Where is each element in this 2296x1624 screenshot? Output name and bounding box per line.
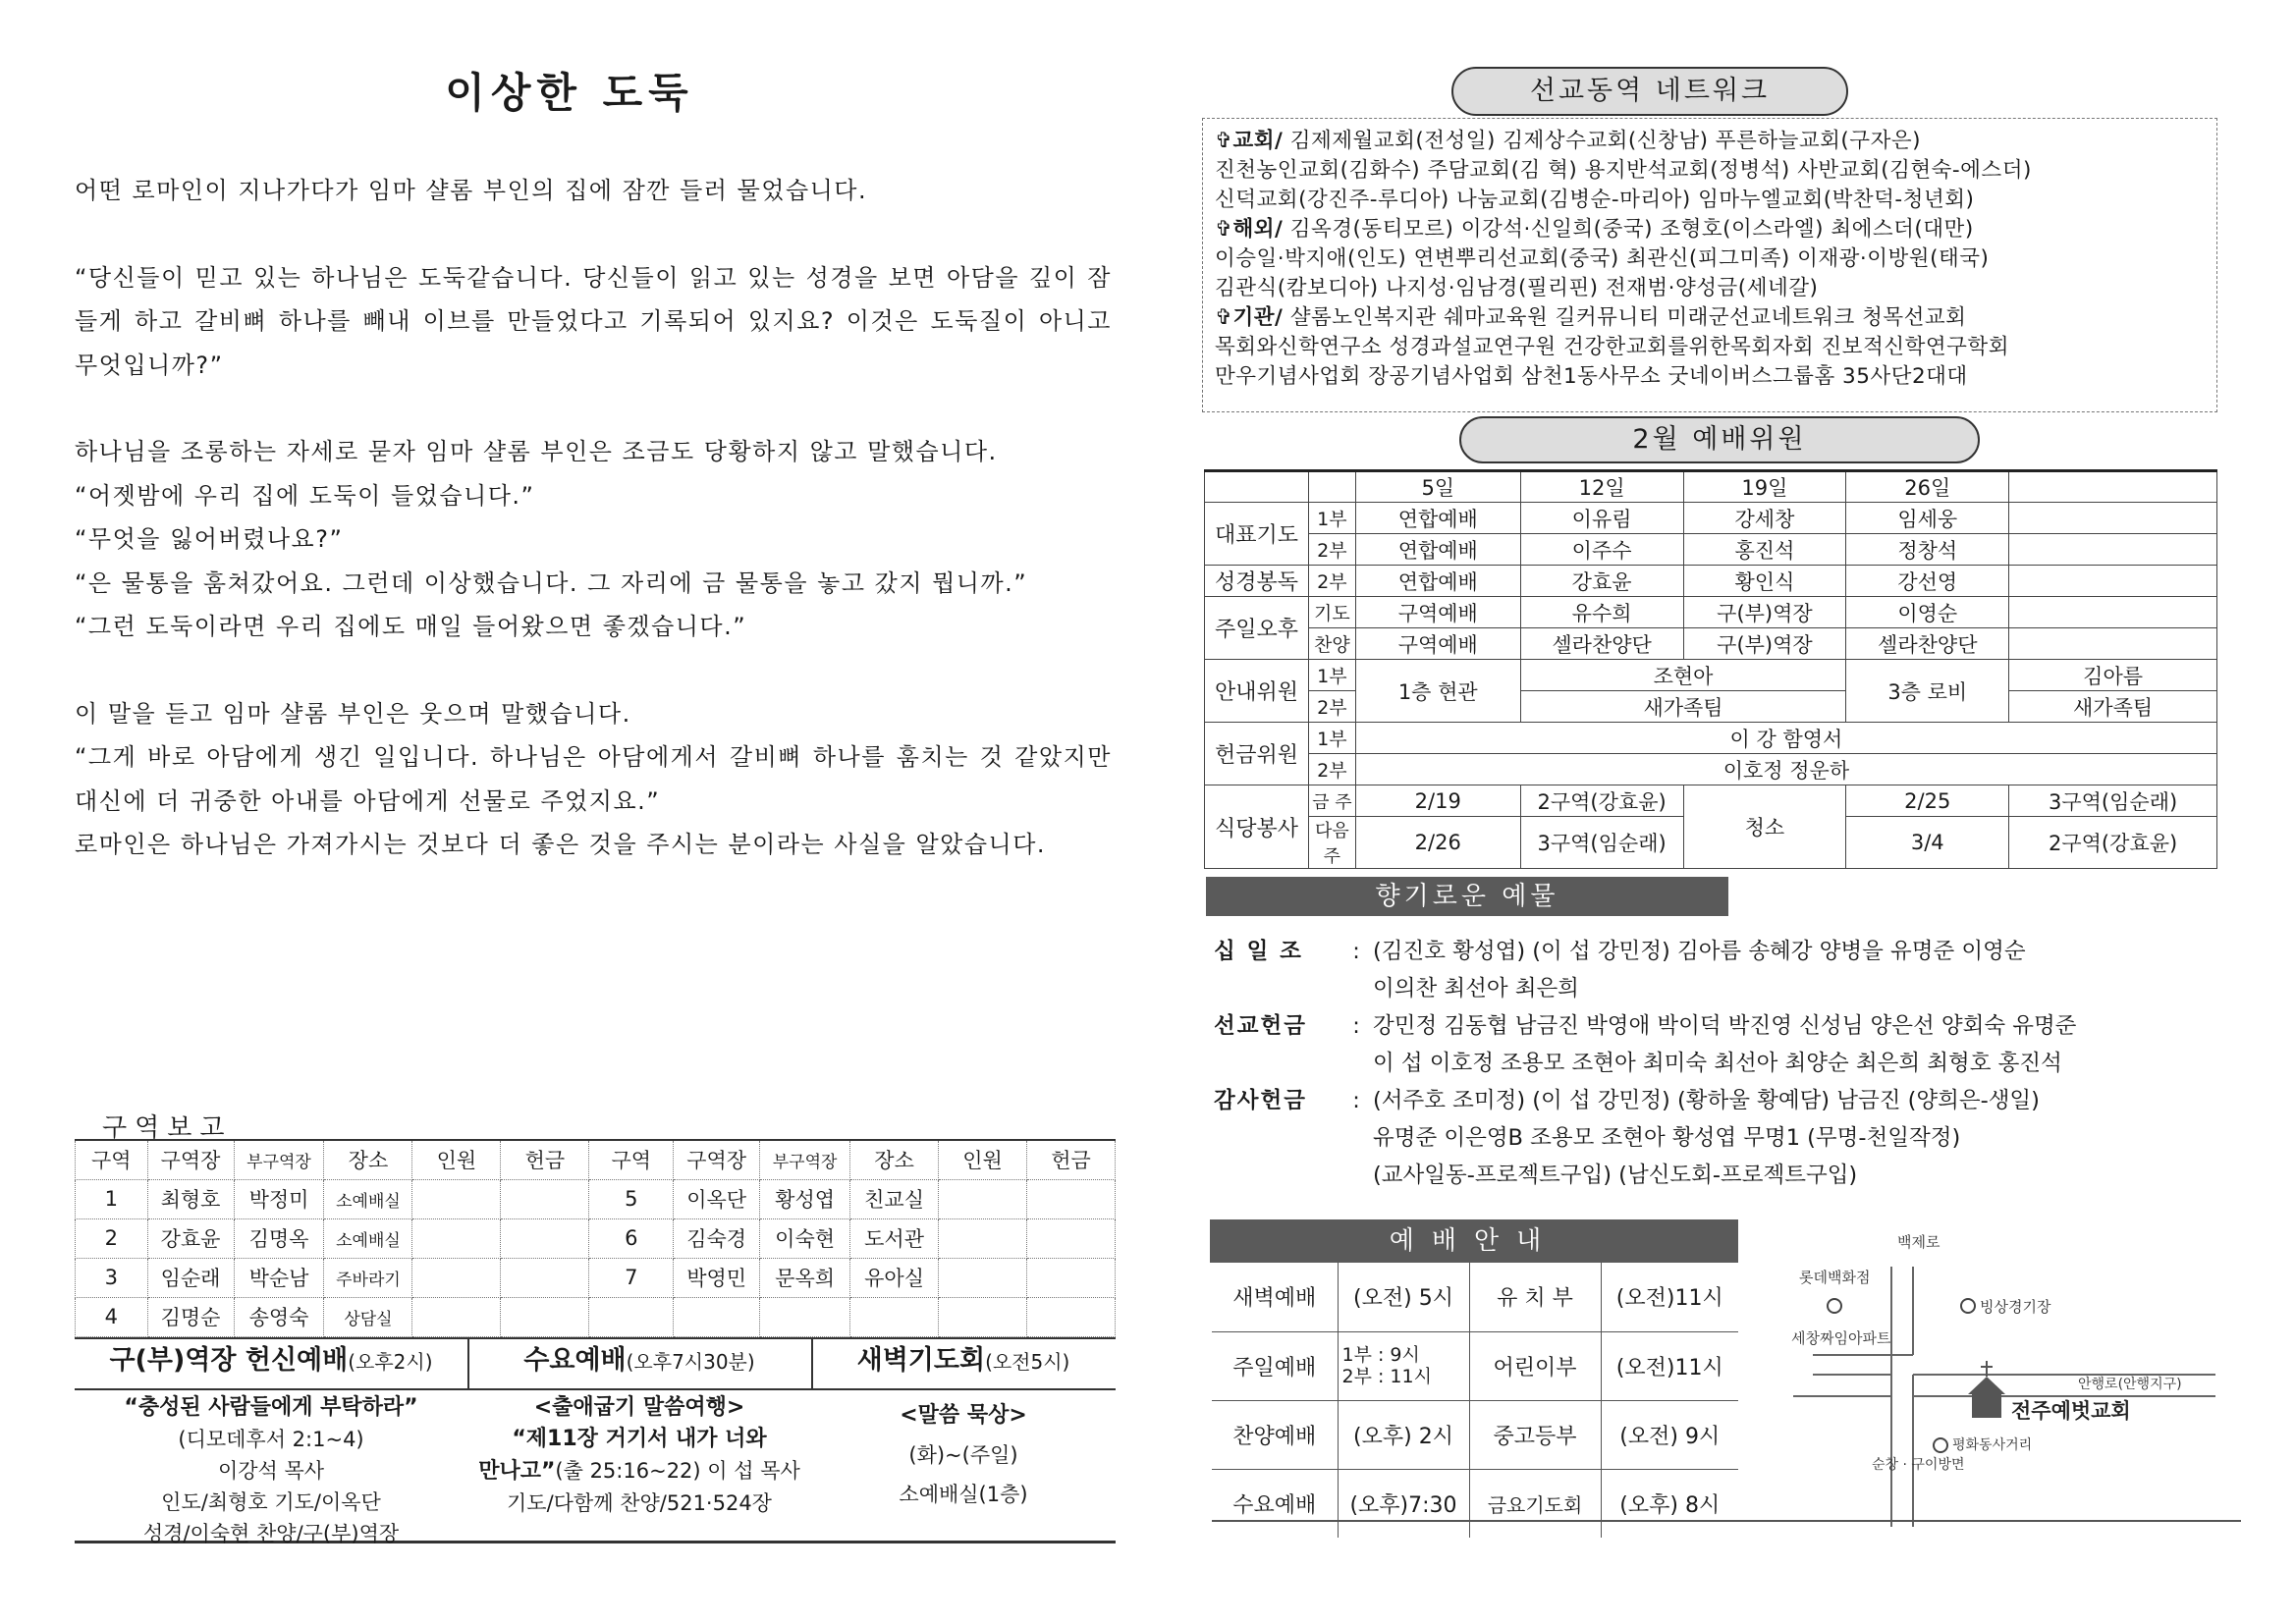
church-name: 전주예벗교회 <box>2011 1399 2131 1423</box>
church-icon <box>1968 1361 2005 1418</box>
table-header: 구역 <box>76 1140 148 1179</box>
sub-label: 1부 <box>1308 660 1355 691</box>
table-cell: 조현아 <box>1520 660 1846 691</box>
sermon-title: “충성된 사람들에게 부탁하라” <box>124 1395 418 1420</box>
table-cell <box>501 1218 589 1258</box>
table-row <box>1205 754 2217 785</box>
offering-names: 이의찬 최선아 최은희 <box>1373 976 1579 1001</box>
table-cell: 7 <box>589 1258 674 1297</box>
category-label: 안내위원 <box>1205 660 1309 723</box>
table-row <box>1205 723 2217 754</box>
sub-label: 금 주 <box>1308 785 1355 817</box>
sermon-line: (화)~(주일) <box>908 1443 1018 1467</box>
date-header: 19일 <box>1683 471 1846 503</box>
table-cell: 구역예배 <box>1355 597 1520 628</box>
network-text: 이승일·박지애(인도) 연변뿌리선교회(중국) 최관신(피그미족) 이재광·이방원(태국) <box>1215 246 1990 271</box>
sermon-line: 소예배실(1층) <box>899 1483 1028 1506</box>
service-time: (오전5시) <box>985 1350 1070 1374</box>
table-cell: 2/25 <box>1846 785 2009 817</box>
table-cell: 황인식 <box>1683 566 1846 597</box>
category-label: 헌금위원 <box>1205 723 1309 785</box>
sub-label: 다음주 <box>1308 817 1355 869</box>
table-cell: 도서관 <box>850 1218 939 1258</box>
service-title: 새벽기도회 <box>856 1345 986 1376</box>
sub-label: 1부 <box>1308 503 1355 534</box>
story-paragraph: “그게 바로 아담에게 생긴 일입니다. 하나님은 아담에게서 갈비뼈 하나를 훔치는 것 같았지만 대신에 더 귀중한 아내를 아담에게 선물로 주었지요.” <box>75 743 1112 815</box>
service-name: 중고등부 <box>1469 1400 1601 1469</box>
network-line <box>1215 333 2205 362</box>
table-cell <box>501 1258 589 1297</box>
table-header: 부구역장 <box>760 1140 850 1179</box>
table-cell: 김숙경 <box>674 1218 760 1258</box>
network-category: ✞기관/ <box>1215 305 1284 330</box>
service-time: (오전) 9시 <box>1601 1400 1738 1469</box>
table-header: 인원 <box>939 1140 1027 1179</box>
table-row <box>1205 628 2217 660</box>
colon: : <box>1352 1013 1360 1039</box>
map-label: 롯데백화점 <box>1799 1269 1871 1286</box>
table-cell: 새가족팀 <box>2009 691 2217 723</box>
offering-names: (김진호 황성엽) (이 섭 강민정) 김아름 송혜강 양병을 유명준 이영순 <box>1373 939 2026 964</box>
table-header: 장소 <box>850 1140 939 1179</box>
table-row <box>76 1218 1116 1258</box>
table-cell: 3구역(임순래) <box>2009 785 2217 817</box>
table-row <box>1205 785 2217 817</box>
category-label: 대표기도 <box>1205 503 1309 566</box>
network-title: 선교동역 네트워크 <box>1451 67 1848 116</box>
table-row <box>76 1297 1116 1336</box>
table-cell: 소예배실 <box>324 1179 412 1218</box>
table-row <box>76 1179 1116 1218</box>
colon: : <box>1352 939 1360 964</box>
network-line <box>1215 127 2205 156</box>
table-cell: 이호정 정운하 <box>1355 754 2216 785</box>
table-cell <box>2009 628 2217 660</box>
story-title: 이상한 도둑 <box>445 69 694 117</box>
service-time: (오전)11시 <box>1601 1263 1738 1331</box>
table-cell: 구(부)역장 <box>1683 597 1846 628</box>
table-header-row <box>76 1140 1116 1179</box>
map-label: 안행로(안행지구) <box>2078 1377 2182 1392</box>
table-row <box>1212 1263 1738 1331</box>
table-cell: 박영민 <box>674 1258 760 1297</box>
map-label: 빙상경기장 <box>1980 1298 2051 1316</box>
table-cell: 6 <box>589 1218 674 1258</box>
table-cell: 친교실 <box>850 1179 939 1218</box>
story-paragraph: 하나님을 조롱하는 자세로 묻자 임마 샬롬 부인은 조금도 당황하지 않고 말했습니다. <box>75 438 998 465</box>
sermon-line: (디모데후서 2:1~4) <box>178 1428 364 1451</box>
map-label: 순창 · 구이방면 <box>1872 1457 1965 1473</box>
table-cell <box>674 1297 760 1336</box>
table-cell <box>2009 503 2217 534</box>
sub-label: 기도 <box>1308 597 1355 628</box>
district-leader-service-title <box>75 1339 467 1390</box>
colon: : <box>1352 1088 1360 1113</box>
table-cell <box>1205 471 1309 503</box>
table-cell <box>1027 1218 1116 1258</box>
service-time <box>1338 1331 1469 1400</box>
dawn-prayer-service <box>811 1339 1116 1541</box>
network-line <box>1215 244 2205 274</box>
sunday-service-times <box>1342 1344 1465 1387</box>
service-time: (오후7시30분) <box>626 1350 755 1374</box>
intersection-marker <box>1934 1438 1947 1452</box>
date-header: 5일 <box>1355 471 1520 503</box>
story-paragraph: “그런 도둑이라면 우리 집에도 매일 들어왔으면 좋겠습니다.” <box>75 613 747 640</box>
network-text: 김관식(캄보디아) 나지성·임남경(필리핀) 전재범·양성금(세네갈) <box>1215 276 1819 300</box>
offering-category: 선교헌금 <box>1214 1013 1307 1039</box>
story-paragraph: “무엇을 잃어버렸나요?” <box>75 525 344 553</box>
worship-duty-title: 2월 예배위원 <box>1459 416 1980 463</box>
date-header: 26일 <box>1846 471 2009 503</box>
offerings-title: 향기로운 예물 <box>1206 877 1728 916</box>
category-label: 성경봉독 <box>1205 566 1309 597</box>
table-cell: 임세웅 <box>1846 503 2009 534</box>
table-cell: 소예배실 <box>324 1218 412 1258</box>
table-cell: 4 <box>76 1297 148 1336</box>
sermon-title-cont: 만나고” <box>478 1459 556 1484</box>
table-cell: 2/19 <box>1355 785 1520 817</box>
offering-row <box>1214 933 2225 970</box>
table-cell <box>412 1179 501 1218</box>
sunday-time-line: 1부 : 9시 <box>1341 1344 1420 1366</box>
table-row <box>1212 1331 1738 1400</box>
service-time: (오전)11시 <box>1601 1331 1738 1400</box>
table-cell: 최형호 <box>147 1179 234 1218</box>
table-cell: 이주수 <box>1520 534 1683 566</box>
offering-names: 강민정 김동협 남금진 박영애 박이덕 박진영 신성님 양은선 양회숙 유명준 <box>1373 1013 2077 1039</box>
network-line <box>1215 215 2205 244</box>
date-header: 12일 <box>1520 471 1683 503</box>
table-cell: 강선영 <box>1846 566 2009 597</box>
table-cell <box>939 1258 1027 1297</box>
table-cell: 2/26 <box>1355 817 1520 869</box>
story-paragraph: 어떤 로마인이 지나가다가 임마 샬롬 부인의 집에 잠깐 들러 물었습니다. <box>75 177 868 204</box>
table-cell: 3/4 <box>1846 817 2009 869</box>
story-paragraph: “은 물통을 훔쳐갔어요. 그런데 이상했습니다. 그 자리에 금 물통을 놓고 갔지 뭡니까.” <box>75 568 1028 597</box>
table-cell: 김아름 <box>2009 660 2217 691</box>
network-line <box>1215 303 2205 333</box>
table-cell <box>2009 597 2217 628</box>
services-notice <box>75 1337 1116 1543</box>
table-cell <box>412 1258 501 1297</box>
table-cell: 1 <box>76 1179 148 1218</box>
service-title: 수요예배 <box>523 1345 627 1376</box>
story-body <box>75 169 1112 867</box>
service-time: (오후)7:30 <box>1338 1469 1469 1538</box>
sermon-line: 성경/이숙현 찬양/구(부)역장 <box>142 1522 400 1545</box>
table-cell <box>850 1297 939 1336</box>
table-cell: 셀라찬양단 <box>1520 628 1683 660</box>
sub-label: 찬양 <box>1308 628 1355 660</box>
service-name: 유 치 부 <box>1469 1263 1601 1331</box>
table-cell: 2 <box>76 1218 148 1258</box>
sunday-time-line: 2부 : 11시 <box>1341 1366 1432 1387</box>
skating-rink-marker <box>1961 1299 1975 1313</box>
table-cell: 상담실 <box>324 1297 412 1336</box>
offering-row <box>1214 1007 2225 1045</box>
offering-names: (교사일동-프로젝트구입) (남신도회-프로젝트구입) <box>1373 1163 1858 1188</box>
worship-duty-table <box>1204 469 2217 869</box>
offering-names: (서주호 조미정) (이 섭 강민정) (황하울 황예담) 남금진 (양희은-생일) <box>1373 1088 2040 1113</box>
offerings-list <box>1214 933 2225 1194</box>
service-guide-title: 예배안내 <box>1210 1219 1738 1263</box>
mission-network-box <box>1202 118 2217 412</box>
network-line <box>1215 186 2205 215</box>
network-line <box>1215 362 2205 392</box>
table-cell <box>760 1297 850 1336</box>
offering-category: 감사헌금 <box>1214 1088 1307 1113</box>
table-cell: 주바라기 <box>324 1258 412 1297</box>
table-row <box>76 1258 1116 1297</box>
table-header: 헌금 <box>1027 1140 1116 1179</box>
table-row <box>1212 1400 1738 1469</box>
table-cell <box>2009 471 2217 503</box>
sub-label: 1부 <box>1308 723 1355 754</box>
table-cell: 이옥단 <box>674 1179 760 1218</box>
table-cell: 연합예배 <box>1355 566 1520 597</box>
table-cell: 송영숙 <box>234 1297 324 1336</box>
network-text: 신덕교회(강진주-루디아) 나눔교회(김병순-마리아) 임마누엘교회(박찬덕-청년회) <box>1215 188 1975 212</box>
service-name: 어린이부 <box>1469 1331 1601 1400</box>
wednesday-service <box>467 1339 811 1541</box>
table-cell <box>501 1179 589 1218</box>
service-time: (오후) 2시 <box>1338 1400 1469 1469</box>
table-cell: 5 <box>589 1179 674 1218</box>
church-location-map <box>1754 1227 2225 1532</box>
sermon-line: 인도/최형호 기도/이옥단 <box>161 1490 381 1514</box>
sub-label: 2부 <box>1308 691 1355 723</box>
sub-label: 2부 <box>1308 754 1355 785</box>
sermon-line: 이강석 목사 <box>217 1459 325 1483</box>
table-cell <box>412 1297 501 1336</box>
category-label: 식당봉사 <box>1205 785 1309 869</box>
table-header: 구역장 <box>674 1140 760 1179</box>
table-cell: 박순남 <box>234 1258 324 1297</box>
table-cell <box>2009 534 2217 566</box>
sermon-series: <출애굽기 말씀여행> <box>533 1395 745 1420</box>
table-row <box>1212 1469 1738 1538</box>
table-cell <box>2009 566 2217 597</box>
table-cell: 3 <box>76 1258 148 1297</box>
table-cell: 문옥희 <box>760 1258 850 1297</box>
story-paragraph: “어젯밤에 우리 집에 도둑이 들었습니다.” <box>75 481 535 510</box>
service-name: 수요예배 <box>1212 1469 1338 1538</box>
map-svg <box>1754 1227 2225 1532</box>
table-cell: 이숙현 <box>760 1218 850 1258</box>
sermon-title: <말씀 묵상> <box>900 1403 1027 1428</box>
table-row <box>1205 597 2217 628</box>
table-cell: 이영순 <box>1846 597 2009 628</box>
table-row <box>1205 534 2217 566</box>
table-row <box>1205 503 2217 534</box>
table-header: 구역 <box>589 1140 674 1179</box>
service-name: 주일예배 <box>1212 1331 1338 1400</box>
table-cell <box>412 1218 501 1258</box>
sub-label: 2부 <box>1308 566 1355 597</box>
sermon-title: “제11장 거기서 내가 너와 <box>512 1427 767 1451</box>
table-cell <box>939 1297 1027 1336</box>
service-title: 구(부)역장 헌신예배 <box>109 1345 349 1376</box>
network-text: 샬롬노인복지관 쉐마교육원 길커뮤니티 미래군선교네트워크 청목선교회 <box>1283 305 1967 330</box>
table-cell: 김명옥 <box>234 1218 324 1258</box>
table-cell: 연합예배 <box>1355 534 1520 566</box>
service-time: (오후) 8시 <box>1601 1469 1738 1538</box>
table-cell <box>1027 1297 1116 1336</box>
table-cell: 연합예배 <box>1355 503 1520 534</box>
table-cell: 이유림 <box>1520 503 1683 534</box>
network-text: 김옥경(동티모르) 이강석·신일희(중국) 조형호(이스라엘) 최에스더(대만) <box>1283 217 1974 242</box>
service-time: (오후2시) <box>348 1350 433 1374</box>
sermon-ref: (출 25:16~22) 이 섭 목사 <box>555 1459 800 1483</box>
offering-row <box>1214 1082 2225 1119</box>
table-cell <box>939 1179 1027 1218</box>
table-cell: 강세창 <box>1683 503 1846 534</box>
service-guide-table <box>1212 1263 1738 1538</box>
story-paragraph: 로마인은 하나님은 가져가시는 것보다 더 좋은 것을 주시는 분이라는 사실을 알았습니다. <box>75 831 1047 858</box>
usher-location: 1층 현관 <box>1355 660 1520 723</box>
table-cell: 정창석 <box>1846 534 2009 566</box>
map-label: 평화동사거리 <box>1952 1437 2033 1453</box>
table-cell: 2구역(강효윤) <box>2009 817 2217 869</box>
network-category: ✞해외/ <box>1215 217 1284 242</box>
table-cell: 박정미 <box>234 1179 324 1218</box>
district-leader-service <box>75 1339 467 1545</box>
table-header: 장소 <box>324 1140 412 1179</box>
category-label: 주일오후 <box>1205 597 1309 660</box>
network-text: 진천농인교회(김화수) 주담교회(김 혁) 용지반석교회(정병석) 사반교회(김현숙-에스더) <box>1215 158 2032 183</box>
sub-label: 2부 <box>1308 534 1355 566</box>
table-cell: 홍진석 <box>1683 534 1846 566</box>
table-cell: 청소 <box>1683 785 1846 869</box>
service-name: 금요기도회 <box>1469 1469 1601 1538</box>
table-row <box>1205 660 2217 691</box>
table-cell: 새가족팀 <box>1520 691 1846 723</box>
sermon-line: 기도/다함께 찬양/521·524장 <box>507 1491 772 1515</box>
table-cell: 이 강 함영서 <box>1355 723 2216 754</box>
service-name: 새벽예배 <box>1212 1263 1338 1331</box>
offering-names: 유명준 이은영B 조용모 조현아 황성엽 무명1 (무명-천일작정) <box>1373 1125 1961 1151</box>
map-label: 세창짜임아파트 <box>1791 1329 1891 1347</box>
table-header: 인원 <box>412 1140 501 1179</box>
network-text: 목회와신학연구소 성경과설교연구원 건강한교회를위한목회자회 진보적신학연구학회 <box>1215 335 2009 359</box>
story-paragraph: 이 말을 듣고 임마 샬롬 부인은 웃으며 말했습니다. <box>75 699 631 728</box>
lotte-marker <box>1828 1299 1841 1313</box>
table-cell: 2구역(강효윤) <box>1520 785 1683 817</box>
table-cell: 구(부)역장 <box>1683 628 1846 660</box>
table-cell: 유아실 <box>850 1258 939 1297</box>
service-name: 찬양예배 <box>1212 1400 1338 1469</box>
table-cell <box>589 1297 674 1336</box>
table-cell: 셀라찬양단 <box>1846 628 2009 660</box>
table-cell <box>501 1297 589 1336</box>
network-text: 김제제월교회(전성일) 김제상수교회(신창남) 푸른하늘교회(구자은) <box>1283 129 1922 153</box>
dawn-prayer-title <box>811 1339 1116 1390</box>
network-text: 만우기념사업회 장공기념사업회 삼천1동사무소 굿네이버스그룹홈 35사단2대대 <box>1215 364 1968 389</box>
network-category: ✞교회/ <box>1215 129 1284 153</box>
table-header: 헌금 <box>501 1140 589 1179</box>
table-cell: 유수희 <box>1520 597 1683 628</box>
table-cell: 김명순 <box>147 1297 234 1336</box>
table-cell: 구역예배 <box>1355 628 1520 660</box>
district-report-table <box>75 1139 1116 1337</box>
service-time: (오전) 5시 <box>1338 1263 1469 1331</box>
map-label: 백제로 <box>1897 1233 1941 1251</box>
table-cell: 강효윤 <box>147 1218 234 1258</box>
divider <box>1212 1520 2241 1522</box>
table-cell: 황성엽 <box>760 1179 850 1218</box>
network-line <box>1215 274 2205 303</box>
table-cell: 임순래 <box>147 1258 234 1297</box>
table-cell: 3구역(임순래) <box>1520 817 1683 869</box>
table-cell <box>1027 1258 1116 1297</box>
story-paragraph: “당신들이 믿고 있는 하나님은 도둑같습니다. 당신들이 읽고 있는 성경을 보면 아담을 깊이 잠들게 하고 갈비뼈 하나를 빼내 이브를 만들었다고 기록되어 있지요? 이것은 도둑질이 아니고 무엇입니까?” <box>75 263 1112 379</box>
table-cell: 강효윤 <box>1520 566 1683 597</box>
offering-category: 십 일 조 <box>1214 939 1303 964</box>
table-cell <box>1308 471 1355 503</box>
table-header: 구역장 <box>147 1140 234 1179</box>
table-header: 부구역장 <box>234 1140 324 1179</box>
usher-location: 3층 로비 <box>1846 660 2009 723</box>
table-row <box>1205 566 2217 597</box>
offering-names: 이 섭 이호정 조용모 조현아 최미숙 최선아 최양순 최은희 최형호 홍진석 <box>1373 1051 2062 1076</box>
district-report-label: 구역보고 <box>102 1113 233 1143</box>
table-cell <box>939 1218 1027 1258</box>
table-cell <box>1027 1179 1116 1218</box>
network-line <box>1215 156 2205 186</box>
table-header-row <box>1205 471 2217 503</box>
wednesday-service-title <box>467 1339 811 1390</box>
